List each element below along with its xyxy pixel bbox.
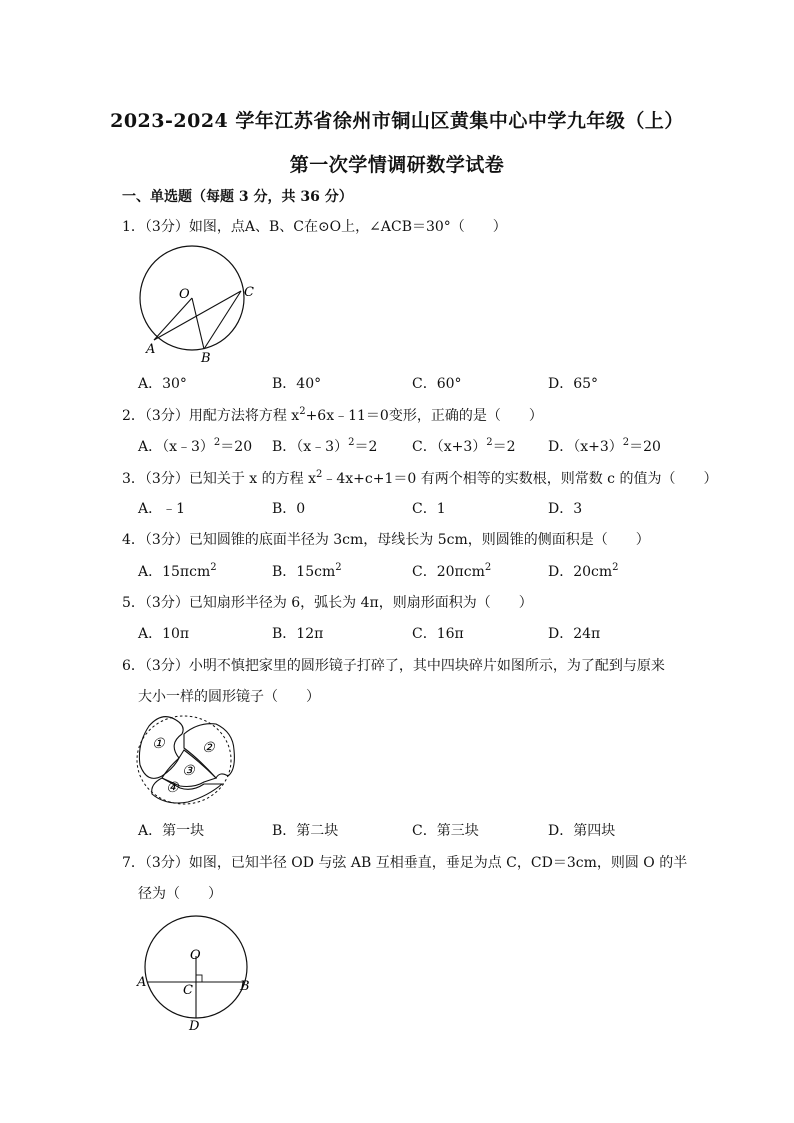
question-text: 已知圆锥的底面半径为 3cm，母线长为 5cm，则圆锥的侧面积是（ ）	[188, 532, 650, 548]
label-c: C	[244, 285, 254, 300]
segment-oa	[154, 298, 192, 340]
label-a: A	[137, 975, 147, 990]
question-text: 如图，点A、B、C在⊙O上，∠ACB＝30°（ ）	[188, 219, 507, 235]
question-6-line2: 大小一样的圆形镜子（ ）	[138, 689, 320, 705]
section-heading: 一、单选题（每题 3 分，共 36 分）	[122, 189, 353, 205]
question-number: 4．（3分）	[122, 532, 189, 548]
label-d: D	[189, 1019, 200, 1034]
option-c[interactable]: C．60°	[412, 376, 462, 392]
exponent: 2	[315, 469, 323, 480]
label-a: A	[146, 342, 156, 357]
option-b[interactable]: B．（x﹣3）$^2$＝2	[272, 437, 378, 455]
question-number: 1．（3分）	[122, 219, 189, 235]
option-a[interactable]: A．10π	[138, 626, 190, 642]
label-c: C	[183, 983, 193, 998]
question-text-cont: ﹣4x+c+1＝0 有两个相等的实数根，则常数 c 的值为（ ）	[322, 471, 718, 487]
q5-options	[0, 623, 794, 643]
question-text: 用配方法将方程 x	[188, 408, 300, 424]
fragment-label-1: ①	[152, 736, 165, 752]
dashed-outline	[137, 716, 231, 804]
option-c[interactable]: C．第三块	[412, 823, 479, 839]
question-text: 已知扇形半径为 6，弧长为 4π，则扇形面积为（ ）	[188, 595, 533, 611]
q1-circle-figure	[132, 240, 272, 370]
option-b[interactable]: B．$15cm^2$	[272, 562, 342, 580]
option-b[interactable]: B．12π	[272, 626, 324, 642]
option-a[interactable]: A．30°	[138, 376, 187, 392]
option-d[interactable]: D．$20cm^2$	[548, 562, 619, 580]
option-a[interactable]: A．第一块	[138, 823, 205, 839]
question-7-line2: 径为（ ）	[138, 886, 222, 902]
q3-options	[0, 498, 794, 518]
exponent: 2	[299, 406, 306, 417]
question-text-cont: +6x﹣11＝0变形，正确的是（ ）	[305, 408, 543, 424]
option-a[interactable]: A．（x﹣3）$^2$＝20	[138, 437, 253, 455]
question-1	[122, 216, 507, 236]
option-c[interactable]: C．$(x+3)^2=2$	[412, 437, 516, 455]
fragment-label-4: ④	[166, 780, 179, 796]
option-d[interactable]: D．3	[548, 501, 583, 517]
question-text: 如图，已知半径 OD 与弦 AB 互相垂直，垂足为点 C，CD＝3cm，则圆 O 的半	[188, 855, 688, 871]
q6-mirror-figure	[132, 710, 247, 810]
question-number: 7．（3分）	[122, 855, 189, 871]
option-c[interactable]: C．1	[412, 501, 446, 517]
question-7	[122, 852, 687, 872]
exam-title-line1: 2023-2024 学年江苏省徐州市铜山区黄集中心中学九年级（上）	[110, 110, 684, 132]
segment-ob	[192, 298, 204, 349]
label-b: B	[240, 979, 250, 994]
segment-ac	[154, 291, 241, 340]
q4-options	[0, 561, 794, 581]
option-b[interactable]: B．40°	[272, 376, 322, 392]
question-4	[122, 529, 650, 549]
exam-title-line2: 第一次学情调研数学试卷	[289, 154, 505, 176]
option-d[interactable]: D．第四块	[548, 823, 616, 839]
question-text: 已知关于 x 的方程 x	[188, 471, 316, 487]
question-number: 6．（3分）	[122, 658, 189, 674]
option-b[interactable]: B．第二块	[272, 823, 339, 839]
right-angle-mark	[196, 975, 202, 982]
option-a[interactable]: A．15πcm$^2$	[138, 562, 217, 580]
option-d[interactable]: D．24π	[548, 626, 601, 642]
question-2	[122, 405, 543, 425]
question-3	[122, 468, 717, 488]
option-b[interactable]: B．0	[272, 501, 306, 517]
q1-options	[0, 373, 794, 393]
q6-options	[0, 820, 794, 840]
question-text: 小明不慎把家里的圆形镜子打碎了，其中四块碎片如图所示，为了配到与原来	[188, 658, 665, 674]
option-a[interactable]: A．﹣1	[138, 501, 186, 517]
option-c[interactable]: C．16π	[412, 626, 464, 642]
fragment-4	[152, 778, 222, 803]
option-d[interactable]: D．65°	[548, 376, 599, 392]
label-o: O	[190, 948, 201, 963]
question-5	[122, 592, 533, 612]
option-d[interactable]: D．$(x+3)^2=20$	[548, 437, 661, 455]
option-c[interactable]: C．20πcm$^2$	[412, 562, 492, 580]
fragment-label-3: ③	[182, 763, 195, 779]
question-number: 5．（3分）	[122, 595, 189, 611]
question-6	[122, 655, 665, 675]
q2-options	[0, 436, 794, 456]
question-number: 2．（3分）	[122, 408, 189, 424]
label-o: O	[179, 287, 190, 302]
question-number: 3．（3分）	[122, 471, 189, 487]
label-b: B	[201, 351, 211, 366]
q7-circle-figure	[134, 912, 264, 1037]
fragment-label-2: ②	[202, 740, 215, 756]
